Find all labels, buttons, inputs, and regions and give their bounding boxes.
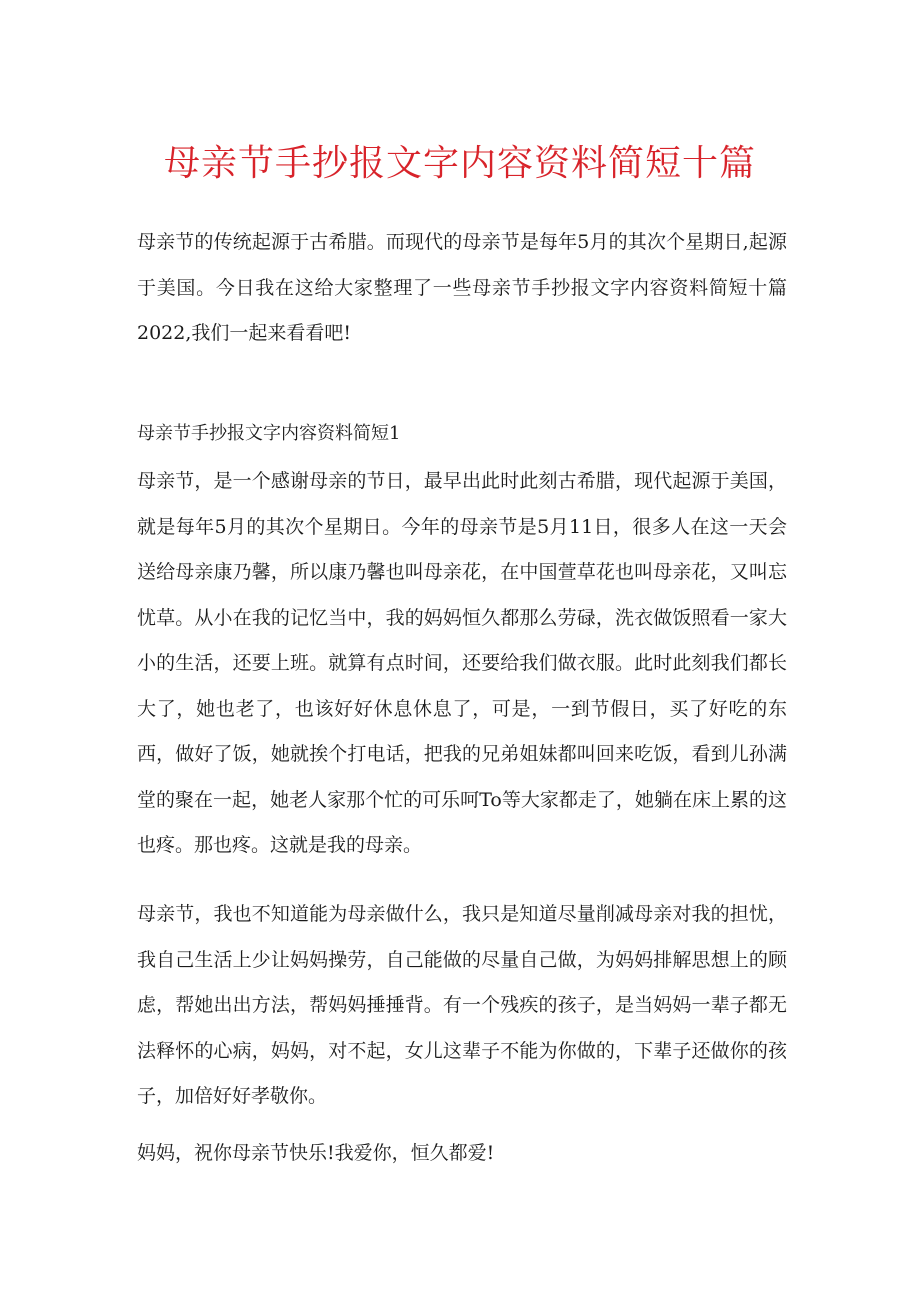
- section-heading: 母亲节手抄报文字内容资料简短1: [137, 423, 401, 444]
- body-paragraph-2: 母亲节，我也不知道能为母亲做什么，我只是知道尽量削减母亲对我的担忧，我自己生活上少让妈妈操劳，自己能做的尽量自己做，为妈妈排解思想上的顾虑，帮她出出方法，帮妈妈捶捶背。有一个残疾的孩子，是当妈妈一辈子都无法释怀的心病，妈妈，对不起，女儿这辈子不能为你做的，下辈子还做你的孩子，加倍好好孝敬你。: [137, 903, 787, 1107]
- body-paragraph-3: 妈妈，祝你母亲节快乐!我爱你，恒久都爱!: [137, 1142, 495, 1164]
- document-title: 母亲节手抄报文字内容资料简短十篇: [163, 143, 756, 184]
- body-paragraph-1: 母亲节，是一个感谢母亲的节日，最早出此时此刻古希腊，现代起源于美国，就是每年5月的其次个星期日。今年的母亲节是5月11日，很多人在这一天会送给母亲康乃馨，所以康乃馨也叫母亲花，在中国萱草花也叫母亲花，又叫忘忧草。从小在我的记忆当中，我的妈妈恒久都那么劳碌，洗衣做饭照看一家大小的生活，还要上班。就算有点时间，还要给我们做衣服。此时此刻我们都长大了，她也老了，也该好好休息休息了，可是，一到节假日，买了好吃的东西，做好了饭，她就挨个打电话，把我的兄弟姐妹都叫回来吃饭，看到儿孙满堂的聚在一起，她老人家那个忙的可乐呵To等大家都走了，她躺在床上累的这也疼。那也疼。这就是我的母亲。: [137, 470, 787, 856]
- intro-paragraph: 母亲节的传统起源于古希腊。而现代的母亲节是每年5月的其次个星期日,起源于美国。今日我在这给大家整理了一些母亲节手抄报文字内容资料简短十篇2022,我们一起来看看吧!: [137, 231, 787, 344]
